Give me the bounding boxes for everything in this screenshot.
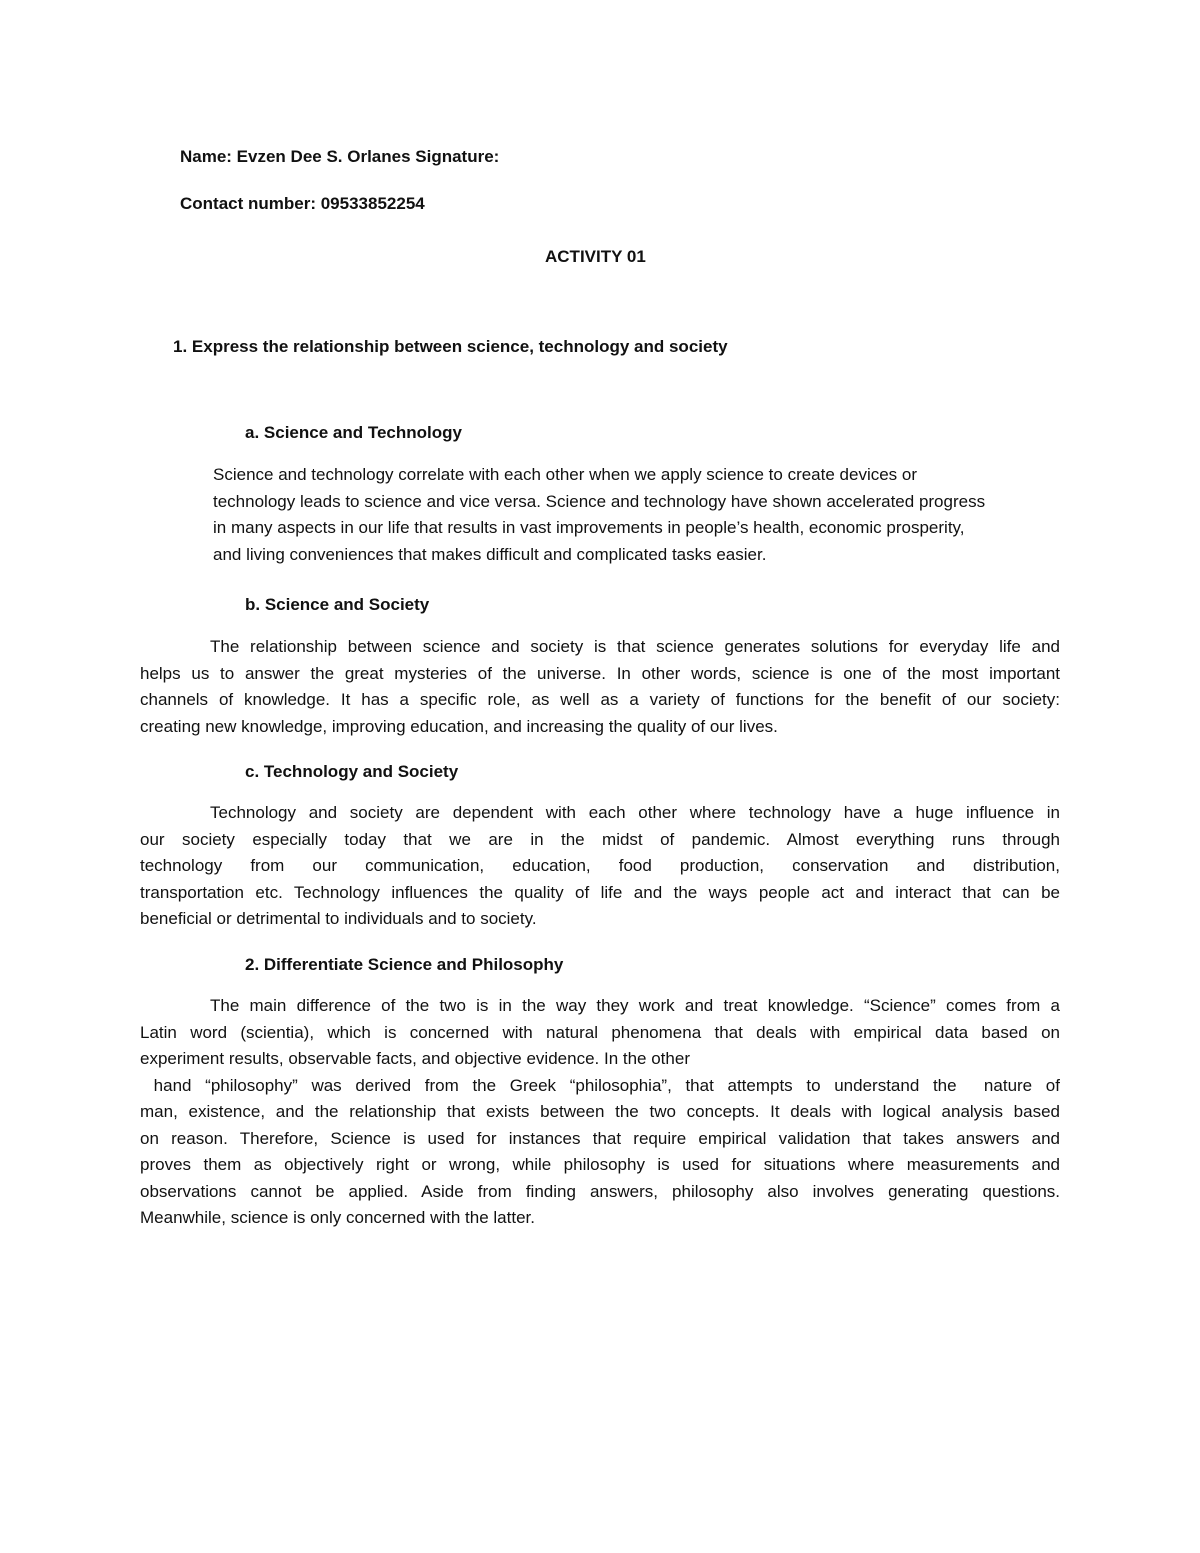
paragraph-line: hand “philosophy” was derived from the Greek “philosophia”, that attempts to understand the nature of xyxy=(140,1075,1060,1095)
question-2-paragraph xyxy=(140,993,1060,1232)
activity-title: ACTIVITY 01 xyxy=(545,247,646,266)
section-c-heading: c. Technology and Society xyxy=(245,762,459,781)
paragraph-line: observations cannot be applied. Aside from finding answers, philosophy also involves generating questions. xyxy=(140,1181,1060,1201)
paragraph-line: Science and technology correlate with each other when we apply science to create devices or xyxy=(213,465,918,484)
contact-number-line: Contact number: 09533852254 xyxy=(180,194,425,213)
paragraph-line: creating new knowledge, improving education, and increasing the quality of our lives. xyxy=(140,716,778,736)
section-b-paragraph xyxy=(140,634,1060,740)
paragraph-line: helps us to answer the great mysteries of the universe. In other words, science is one of the most important xyxy=(140,663,1060,683)
paragraph-line: on reason. Therefore, Science is used for instances that require empirical validation that takes answers and xyxy=(140,1128,1060,1148)
paragraph-line: proves them as objectively right or wrong, while philosophy is used for situations where measurements and xyxy=(140,1155,1060,1174)
paragraph-line: man, existence, and the relationship that exists between the two concepts. It deals with logical analysis based xyxy=(140,1102,1060,1121)
section-a-paragraph xyxy=(213,462,1053,568)
paragraph-line: channels of knowledge. It has a specific role, as well as a variety of functions for the benefit of our society: xyxy=(140,690,1060,709)
paragraph-line: beneficial or detrimental to individuals and to society. xyxy=(140,909,537,928)
paragraph-line: Meanwhile, science is only concerned with the latter. xyxy=(140,1208,535,1227)
paragraph-line: technology from our communication, education, food production, conservation and distribution, xyxy=(140,856,1060,875)
paragraph-line: in many aspects in our life that results in vast improvements in people’s health, economic prosperity, xyxy=(213,518,965,537)
paragraph-line: and living conveniences that makes difficult and complicated tasks easier. xyxy=(213,544,767,564)
paragraph-line: Latin word (scientia), which is concerned with natural phenomena that deals with empirical data based on xyxy=(140,1022,1060,1042)
section-a-heading: a. Science and Technology xyxy=(245,423,462,442)
paragraph-line: experiment results, observable facts, and objective evidence. In the other xyxy=(140,1049,690,1068)
paragraph-line: our society especially today that we are in the midst of pandemic. Almost everything runs through xyxy=(140,829,1060,849)
section-b-heading: b. Science and Society xyxy=(245,595,430,614)
paragraph-line: transportation etc. Technology influences the quality of life and the ways people act and interact that can be xyxy=(140,882,1060,902)
name-signature-line: Name: Evzen Dee S. Orlanes Signature: xyxy=(180,147,500,166)
paragraph-line: Technology and society are dependent with each other where technology have a huge influence in xyxy=(210,803,1060,822)
paragraph-line: technology leads to science and vice versa. Science and technology have shown accelerated progress xyxy=(213,491,986,511)
paragraph-line: The main difference of the two is in the way they work and treat knowledge. “Science” comes from a xyxy=(210,996,1060,1015)
question-1-heading: 1. Express the relationship between science, technology and society xyxy=(173,337,728,356)
section-c-paragraph xyxy=(140,800,1060,933)
paragraph-line: The relationship between science and society is that science generates solutions for everyday life and xyxy=(210,637,1060,656)
question-2-heading: 2. Differentiate Science and Philosophy xyxy=(245,955,564,974)
